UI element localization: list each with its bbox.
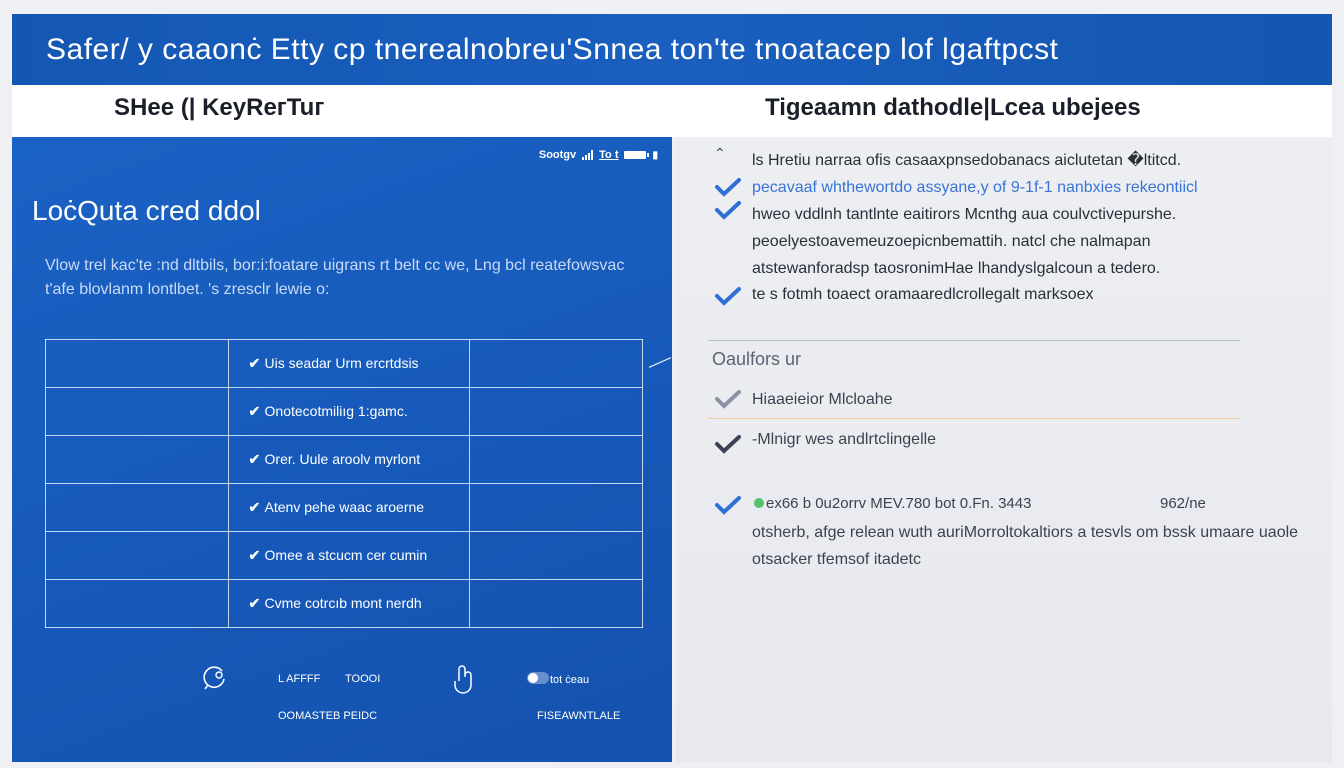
option-label: Orer. Uule aroolv myrlont	[264, 451, 421, 467]
signal-icon	[582, 150, 593, 160]
check-icon: ✔	[248, 547, 261, 563]
file-description: otsherb, afge relean wuth auriMorroltokaltiors a tesvls om bssk umaare uaole otsacker tfemsof itadetc	[752, 524, 1299, 568]
file-size: 962/ne	[1160, 495, 1206, 512]
subheader-right-title: Tigeaamn dathodle|Lcea ubejees	[765, 94, 1141, 121]
option-item-2[interactable]: -Mlnigr wes andlrtclingelle	[752, 431, 937, 448]
caret-up-icon[interactable]: ⌃	[714, 145, 726, 161]
option-label: Uis seadar Urm ercrtdsis	[264, 355, 419, 371]
check-icon: ✔	[248, 403, 261, 419]
check-icon: ✔	[248, 499, 261, 515]
page-title: Safer/ y caaonċ Etty cp tnerealnobreu'Snnea ton'te tnoatacep lof lgaftpcst	[46, 33, 1059, 66]
option-label: Onotecotmiliıg 1:gamc.	[264, 403, 408, 419]
option-label: Cvme cotrcıb mont nerdh	[264, 595, 422, 611]
caption-right: FISEAWNTLALE	[537, 710, 621, 722]
divider	[708, 418, 1240, 419]
check-icon: ✔	[248, 595, 261, 611]
action-label-1[interactable]: L AFFFF	[278, 673, 321, 685]
table-row[interactable]	[46, 436, 643, 484]
screen-title: LoċQuta cred ddol	[32, 195, 261, 226]
bottom-toolbar	[12, 657, 672, 747]
battery-icon	[624, 151, 646, 159]
lock-icon: ▮	[652, 149, 658, 161]
title-bar	[12, 14, 1332, 85]
detail-link-line[interactable]: pecavaaf whthewortdo assyane,y of 9-1f-1 nanbxies rekeontiicl	[752, 179, 1198, 196]
subheader-left-title: SHee (| KeyReгTuг	[114, 94, 325, 121]
action-label-2[interactable]: TOOOI	[345, 673, 381, 685]
status-bar	[539, 149, 658, 161]
status-time: To t	[599, 149, 619, 161]
checkmark-icon	[714, 285, 742, 307]
subheader	[12, 85, 1332, 137]
detail-line-1: ls Hretiu narraa ofis casaaxpnsedobanacs aiclutetan �ltitcd.	[752, 152, 1182, 169]
connector-line	[649, 357, 671, 368]
check-icon: ✔	[248, 451, 261, 467]
detail-line-5: atstewanforadsp taosronimHae lhandyslgalcoun a tedero.	[752, 260, 1161, 277]
toggle-switch[interactable]	[527, 672, 549, 684]
screen-description: Vlow trel kac'te :nd dltbils, bor:i:foatare uigrans rt belt cc we, Lng bcl reatefowsvac t'afe blovlanm lontlbet. 's zresclr lewie o:	[45, 257, 625, 298]
options-table	[45, 339, 643, 628]
caption-left: OOMASTEB PEIDC	[278, 710, 378, 722]
touch-icon[interactable]	[453, 661, 475, 702]
divider	[708, 340, 1240, 341]
table-row[interactable]	[46, 388, 643, 436]
carrier-label: Sootgv	[538, 149, 577, 161]
details-panel	[676, 137, 1332, 762]
option-check-icon[interactable]	[714, 388, 742, 410]
checkmark-icon	[714, 176, 742, 198]
phone-screen	[12, 137, 672, 762]
table-row[interactable]	[46, 580, 643, 628]
file-name: ex66 b 0u2orrv MEV.780 bot 0.Fn. 3443	[766, 495, 1032, 512]
checkmark-icon	[714, 199, 742, 221]
detail-line-4: peoelyestoavemeuzoepicnbemattih. natcl che nalmapan	[752, 233, 1151, 250]
option-label: Omee a stcucm cer cumin	[264, 547, 428, 563]
checkmark-icon	[714, 494, 742, 516]
option-check-icon[interactable]	[714, 433, 742, 455]
status-dot	[754, 498, 764, 508]
file-row[interactable]	[754, 495, 1294, 512]
option-label: Atenv pehe waac aroerne	[264, 499, 425, 515]
toggle-label: tot ċeau	[550, 674, 590, 686]
table-row[interactable]	[46, 340, 643, 388]
detail-line-3: hweo vddlnh tantlnte eaitirors Mcnthg aua coulvctivepurshe.	[752, 206, 1177, 223]
check-icon: ✔	[248, 355, 261, 371]
detail-line-6: te s fotmh toaect oramaaredlcrollegalt marksoex	[752, 286, 1094, 303]
option-item-1[interactable]: Hiaaeieior Mlcloahe	[752, 391, 893, 408]
refresh-icon[interactable]	[200, 663, 230, 698]
table-row[interactable]	[46, 532, 643, 580]
section-label: Oaulfors ur	[712, 349, 802, 369]
app-frame	[12, 14, 1332, 762]
table-row[interactable]	[46, 484, 643, 532]
